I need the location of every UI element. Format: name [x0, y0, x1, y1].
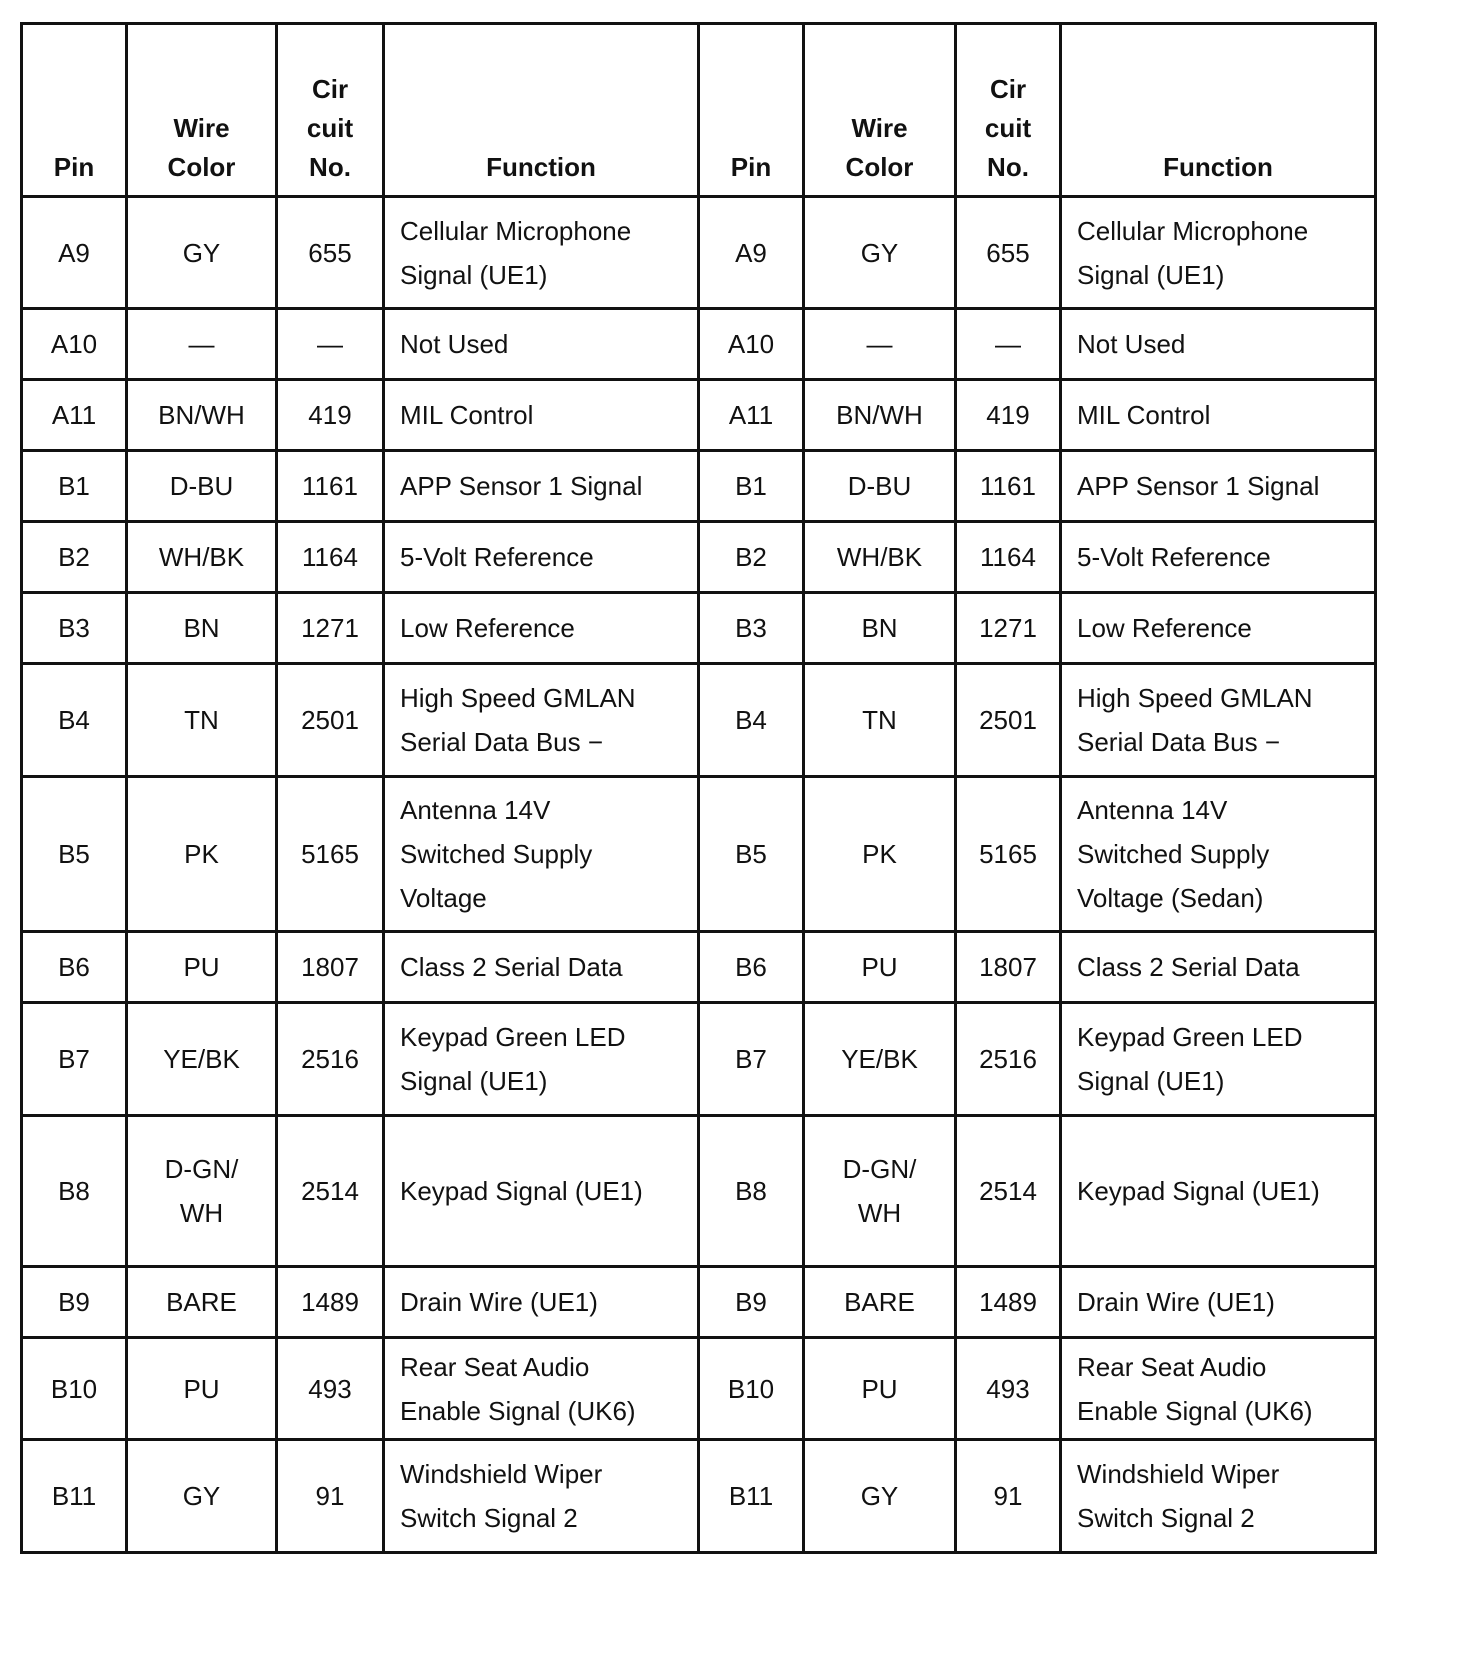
function-line: Class 2 Serial Data	[400, 952, 623, 982]
table-row	[22, 451, 1376, 522]
pin-cell: B1	[699, 451, 804, 522]
wire-color-line: GY	[182, 237, 221, 268]
circuit-number-cell: —	[956, 309, 1061, 380]
circuit-number-cell: 655	[956, 197, 1061, 309]
wire-color-line: PU	[183, 1373, 220, 1404]
header-circuit-no: Cir cuit No.	[956, 24, 1061, 197]
function-line: APP Sensor 1 Signal	[400, 471, 643, 501]
pin-cell: B2	[699, 522, 804, 593]
pin-cell: B11	[22, 1440, 127, 1553]
pin-cell: B8	[699, 1116, 804, 1267]
pin-cell: B6	[22, 932, 127, 1003]
pin-cell: A9	[699, 197, 804, 309]
pin-cell: B5	[22, 777, 127, 932]
function-line: Keypad Signal (UE1)	[400, 1176, 643, 1206]
function-cell	[1061, 1003, 1376, 1116]
wire-color-cell	[127, 1003, 277, 1116]
wire-color-cell	[804, 522, 956, 593]
function-line: Low Reference	[400, 613, 575, 643]
wire-color-line: —	[188, 329, 215, 359]
table-row	[22, 309, 1376, 380]
wire-color-line: BARE	[844, 1287, 915, 1317]
wire-color-cell	[804, 1116, 956, 1267]
function-cell	[1061, 522, 1376, 593]
table-row	[22, 593, 1376, 664]
function-cell	[1061, 451, 1376, 522]
function-cell	[384, 932, 699, 1003]
circuit-number-cell: 2501	[956, 664, 1061, 777]
wire-color-line: PU	[861, 1373, 898, 1404]
pin-cell: B9	[22, 1267, 127, 1338]
wire-color-line: WH/BK	[836, 542, 923, 572]
header-function: Function	[1061, 24, 1376, 197]
wire-color-cell	[804, 451, 956, 522]
function-line: APP Sensor 1 Signal	[1077, 471, 1320, 501]
header-pin: Pin	[699, 24, 804, 197]
circuit-number-cell: 419	[277, 380, 384, 451]
function-line: Switched Supply	[400, 839, 593, 869]
pinout-table-body	[22, 197, 1376, 1553]
circuit-number-cell: 1161	[277, 451, 384, 522]
circuit-number-cell: 1807	[277, 932, 384, 1003]
function-cell	[1061, 1116, 1376, 1267]
function-line: Switch Signal 2	[1077, 1503, 1255, 1533]
function-cell	[384, 1267, 699, 1338]
pin-cell: A10	[22, 309, 127, 380]
function-cell	[384, 380, 699, 451]
function-line: Keypad Green LED	[400, 1022, 626, 1052]
wire-color-line: —	[866, 329, 893, 359]
function-line: Class 2 Serial Data	[1077, 952, 1300, 982]
function-line: Antenna 14V	[1077, 795, 1228, 825]
wire-color-cell	[804, 1440, 956, 1553]
wire-color-line: GY	[860, 237, 899, 268]
circuit-number-cell: 1807	[956, 932, 1061, 1003]
circuit-number-cell: 5165	[277, 777, 384, 932]
pin-cell: B10	[699, 1338, 804, 1440]
wire-color-cell	[127, 777, 277, 932]
table-row	[22, 380, 1376, 451]
table-row	[22, 1267, 1376, 1338]
pin-cell: B11	[699, 1440, 804, 1553]
function-line: Rear Seat Audio	[400, 1351, 590, 1382]
pin-cell: A11	[22, 380, 127, 451]
function-cell	[384, 451, 699, 522]
table-row	[22, 1116, 1376, 1267]
wire-color-line: WH/BK	[158, 542, 245, 572]
header-wire-color: Wire Color	[127, 24, 277, 197]
wire-color-line: YE/BK	[841, 1044, 918, 1074]
circuit-number-cell: 1489	[277, 1267, 384, 1338]
circuit-number-cell: 493	[956, 1338, 1061, 1440]
wire-color-cell	[804, 777, 956, 932]
pin-cell: B4	[22, 664, 127, 777]
function-line: Signal (UE1)	[400, 1066, 548, 1096]
pin-cell: B2	[22, 522, 127, 593]
circuit-number-cell: 1161	[956, 451, 1061, 522]
function-line: Signal (UE1)	[400, 259, 548, 290]
circuit-number-cell: 1164	[277, 522, 384, 593]
function-cell	[1061, 1440, 1376, 1553]
circuit-number-cell: 2516	[956, 1003, 1061, 1116]
function-line: Switch Signal 2	[400, 1503, 578, 1533]
wire-color-cell	[804, 1338, 956, 1440]
table-row	[22, 1338, 1376, 1440]
function-cell	[384, 197, 699, 309]
function-line: Switched Supply	[1077, 839, 1270, 869]
function-cell	[1061, 197, 1376, 309]
wire-color-cell	[804, 932, 956, 1003]
pin-cell: B5	[699, 777, 804, 932]
pin-cell: B4	[699, 664, 804, 777]
pinout-table	[20, 22, 1377, 1554]
wire-color-cell	[127, 593, 277, 664]
wire-color-cell	[804, 593, 956, 664]
function-line: Not Used	[400, 329, 509, 359]
pin-cell: A11	[699, 380, 804, 451]
function-cell	[1061, 664, 1376, 777]
function-line: Cellular Microphone	[1077, 215, 1309, 246]
wire-color-line: YE/BK	[163, 1044, 240, 1074]
function-line: High Speed GMLAN	[1077, 683, 1313, 713]
table-row	[22, 777, 1376, 932]
wire-color-line: PK	[184, 839, 219, 869]
function-line: Voltage	[400, 883, 487, 913]
wire-color-cell	[804, 664, 956, 777]
wire-color-line: BARE	[166, 1287, 237, 1317]
wire-color-cell	[804, 309, 956, 380]
wire-color-cell	[127, 664, 277, 777]
function-line: Serial Data Bus −	[1077, 727, 1281, 757]
function-cell	[1061, 1267, 1376, 1338]
circuit-number-cell: 1164	[956, 522, 1061, 593]
function-line: Windshield Wiper	[400, 1459, 603, 1489]
pin-cell: B9	[699, 1267, 804, 1338]
function-line: 5-Volt Reference	[400, 542, 594, 572]
header-wire-color: Wire Color	[804, 24, 956, 197]
function-cell	[1061, 380, 1376, 451]
wire-color-line: BN/WH	[158, 400, 245, 430]
function-line: Signal (UE1)	[1077, 259, 1225, 290]
function-line: 5-Volt Reference	[1077, 542, 1271, 572]
function-line: Low Reference	[1077, 613, 1252, 643]
wire-color-cell	[127, 932, 277, 1003]
wire-color-line: WH	[179, 1198, 224, 1228]
function-cell	[384, 1440, 699, 1553]
wire-color-cell	[127, 1116, 277, 1267]
function-cell	[384, 593, 699, 664]
wire-color-cell	[127, 309, 277, 380]
pin-cell: B3	[699, 593, 804, 664]
wire-color-line: WH	[857, 1198, 902, 1228]
function-cell	[384, 522, 699, 593]
pin-cell: B6	[699, 932, 804, 1003]
circuit-number-cell: 1271	[277, 593, 384, 664]
wire-color-cell	[127, 1440, 277, 1553]
wire-color-cell	[127, 451, 277, 522]
header-pin: Pin	[22, 24, 127, 197]
wire-color-cell	[804, 197, 956, 309]
function-line: Cellular Microphone	[400, 215, 632, 246]
pin-cell: B10	[22, 1338, 127, 1440]
function-line: Serial Data Bus −	[400, 727, 604, 757]
pin-cell: B8	[22, 1116, 127, 1267]
header-circuit-no: Cir cuit No.	[277, 24, 384, 197]
wire-color-line: GY	[860, 1481, 899, 1511]
table-row	[22, 1003, 1376, 1116]
circuit-number-cell: 493	[277, 1338, 384, 1440]
wire-color-cell	[804, 1267, 956, 1338]
pin-cell: B3	[22, 593, 127, 664]
wire-color-line: PU	[861, 952, 898, 982]
table-row	[22, 522, 1376, 593]
wire-color-line: D-BU	[847, 471, 912, 501]
function-line: MIL Control	[1077, 400, 1211, 430]
circuit-number-cell: 2501	[277, 664, 384, 777]
table-row	[22, 932, 1376, 1003]
wire-color-cell	[127, 1338, 277, 1440]
function-cell	[384, 1338, 699, 1440]
table-row	[22, 664, 1376, 777]
pin-cell: B7	[22, 1003, 127, 1116]
function-cell	[1061, 309, 1376, 380]
function-cell	[384, 1116, 699, 1267]
circuit-number-cell: 419	[956, 380, 1061, 451]
function-line: Drain Wire (UE1)	[1077, 1287, 1275, 1317]
wire-color-cell	[127, 197, 277, 309]
circuit-number-cell: 1271	[956, 593, 1061, 664]
pin-cell: B1	[22, 451, 127, 522]
circuit-number-cell: 2516	[277, 1003, 384, 1116]
circuit-number-cell: 2514	[956, 1116, 1061, 1267]
header-function: Function	[384, 24, 699, 197]
function-cell	[384, 664, 699, 777]
connector-pinout-document	[20, 22, 1377, 1554]
wire-color-cell	[804, 1003, 956, 1116]
circuit-number-cell: —	[277, 309, 384, 380]
wire-color-line: D-GN/	[842, 1154, 917, 1184]
pin-cell: A9	[22, 197, 127, 309]
function-cell	[384, 777, 699, 932]
wire-color-line: D-GN/	[164, 1154, 239, 1184]
table-row	[22, 197, 1376, 309]
wire-color-line: TN	[862, 705, 897, 735]
wire-color-line: BN	[861, 613, 898, 643]
function-cell	[1061, 1338, 1376, 1440]
wire-color-line: PK	[862, 839, 897, 869]
function-line: Keypad Green LED	[1077, 1022, 1303, 1052]
circuit-number-cell: 1489	[956, 1267, 1061, 1338]
function-line: Keypad Signal (UE1)	[1077, 1176, 1320, 1206]
function-cell	[1061, 593, 1376, 664]
wire-color-line: BN	[183, 613, 220, 643]
function-cell	[1061, 777, 1376, 932]
table-row	[22, 1440, 1376, 1553]
function-line: Windshield Wiper	[1077, 1459, 1280, 1489]
wire-color-cell	[127, 522, 277, 593]
function-cell	[384, 309, 699, 380]
circuit-number-cell: 91	[956, 1440, 1061, 1553]
function-line: High Speed GMLAN	[400, 683, 636, 713]
circuit-number-cell: 5165	[956, 777, 1061, 932]
function-line: Drain Wire (UE1)	[400, 1287, 598, 1317]
wire-color-line: GY	[182, 1481, 221, 1511]
header-row	[22, 24, 1376, 197]
circuit-number-cell: 91	[277, 1440, 384, 1553]
wire-color-cell	[127, 380, 277, 451]
function-cell	[384, 1003, 699, 1116]
wire-color-line: TN	[184, 705, 219, 735]
wire-color-line: D-BU	[169, 471, 234, 501]
function-line: Voltage (Sedan)	[1077, 883, 1264, 913]
function-line: Rear Seat Audio	[1077, 1351, 1267, 1382]
wire-color-line: PU	[183, 952, 220, 982]
wire-color-cell	[804, 380, 956, 451]
function-line: Signal (UE1)	[1077, 1066, 1225, 1096]
function-line: Not Used	[1077, 329, 1186, 359]
pin-cell: A10	[699, 309, 804, 380]
function-line: Enable Signal (UK6)	[400, 1395, 636, 1426]
circuit-number-cell: 655	[277, 197, 384, 309]
circuit-number-cell: 2514	[277, 1116, 384, 1267]
wire-color-cell	[127, 1267, 277, 1338]
function-line: Enable Signal (UK6)	[1077, 1395, 1313, 1426]
pin-cell: B7	[699, 1003, 804, 1116]
function-cell	[1061, 932, 1376, 1003]
function-line: Antenna 14V	[400, 795, 551, 825]
wire-color-line: BN/WH	[836, 400, 923, 430]
function-line: MIL Control	[400, 400, 534, 430]
